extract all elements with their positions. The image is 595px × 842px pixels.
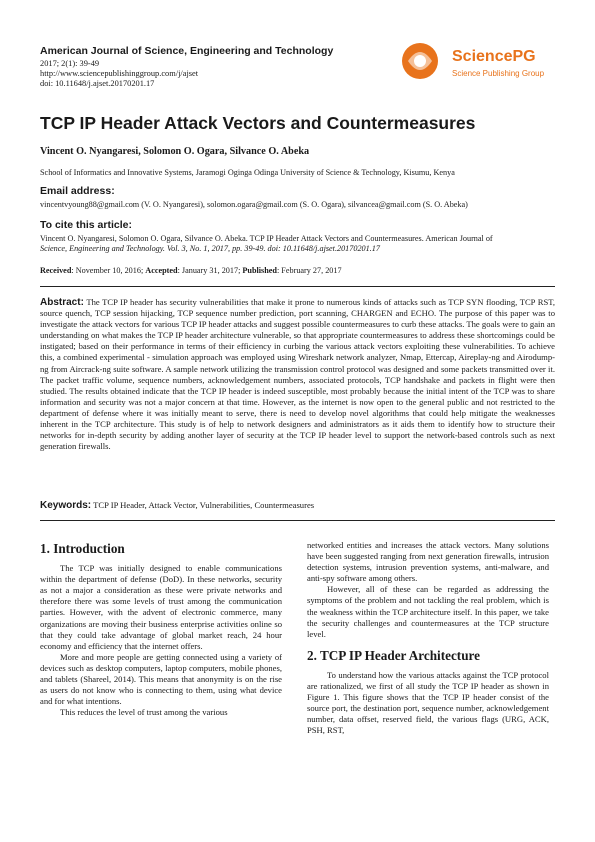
doi-line: doi: 10.11648/j.ajset.20170201.17 [40, 79, 155, 88]
logo-name: SciencePG [452, 48, 536, 65]
received-date: : November 10, 2016; [71, 266, 146, 275]
citation-line-2: Science, Engineering and Technology. Vol. 3, No. 1, 2017, pp. 39-49. doi: 10.11648/j.ajset.20170201.17 [40, 244, 380, 254]
section-2-title: 2. TCP IP Header Architecture [307, 647, 481, 663]
left-column [40, 543, 282, 718]
section-1-paragraph-1: The TCP was initially designed to enable communications within the department of defense (DoD). In these networks, security as not a major a consideration as these were private networks and therefore there was some levels of trust among the communication parties. However, with the advent of electronic commerce, many organizations are moving their business enterprise activities online so that they could take advantage of global market reach, 24 hour economy and efficiency that the internet offers. [40, 563, 282, 651]
divider-top [40, 286, 555, 287]
keywords-text: TCP IP Header, Attack Vector, Vulnerabilities, Countermeasures [93, 500, 315, 510]
section-2-paragraph-1: To understand how the various attacks against the TCP protocol are rationalized, we first of all study the TCP IP header as shown in Figure 1. This figure shows that the TCP IP header consist of the source port, the destination port, sequence number, acknowledgement number, data offset, reserved field, the various flags (URG, ACK, PSH, RST, [307, 669, 549, 736]
citation [40, 234, 556, 255]
keywords-label: Keywords: [40, 500, 92, 511]
journal-name: American Journal of Science, Engineering and Technology [40, 45, 334, 57]
publisher-logo [396, 37, 568, 97]
received-label: Received [40, 266, 72, 275]
volume-line: 2017; 2(1): 39-49 [40, 59, 100, 68]
divider-bottom [40, 520, 555, 521]
keywords [40, 500, 555, 511]
accepted-date: : January 31, 2017; [177, 266, 243, 275]
logo-subtitle: Science Publishing Group [452, 69, 545, 78]
email-list: vincentvyoung88@gmail.com (V. O. Nyangaresi), solomon.ogara@gmail.com (S. O. Ogara), silvancea@gmail.com (S. O. Abeka) [40, 200, 468, 209]
affiliation: School of Informatics and Innovative Systems, Jaramogi Oginga Odinga University of Science & Technology, Kisumu, Kenya [40, 168, 455, 177]
right-column [307, 540, 549, 737]
section-1-paragraph-2: More and more people are getting connected using a variety of devices such as desktop computers, laptop computers, mobile phones, and tablets (Shareel, 2014). This means that anonymity is on the rise as users do not know who is connecting to them, using what device and for what intentions. [40, 651, 282, 707]
accepted-label: Accepted [145, 266, 178, 275]
published-date: : February 27, 2017 [276, 266, 342, 275]
article-title: TCP IP Header Attack Vectors and Countermeasures [40, 113, 476, 133]
published-label: Published [242, 266, 277, 275]
journal-url[interactable]: http://www.sciencepublishinggroup.com/j/ajset [40, 69, 199, 78]
section-1-paragraph-3: This reduces the level of trust among the various [60, 707, 228, 718]
email-heading: Email address: [40, 185, 115, 197]
abstract-text: The TCP IP header has security vulnerabilities that make it prone to numerous kinds of attacks such as TCP SYN flooding, TCP RST, source quench, TCP session hijacking, TCP sequence number prediction, port scanning, CHARGEN and ECHO. The purpose of this paper was to investigate the attack vectors for various TCP IP header attacks and suggest possible countermeasures to curb these attacks. The goals were to gain an understanding on what makes the TCP IP header architecture vulnerable, so that appropriate countermeasures to address these shortcomings could be instigated; based on their performance in terms of their efficiency in curbing the various attack vectors exploiting these vulnerabilities. To achieve this, a combined experimental - simulation approach was employed using Wireshark network analyzer, Nmap, Ettercap, Aireplay-ng and Airodump-ng from Aircrack-ng suite software. A sample network utilizing the transmission control protocol was designed and some packets transmitted over it. The packet traffic volume, sequence numbers, acknowledgement numbers, associated protocols, TCP handshake and packets in flight were then studied. The results obtained indicate that the TCP IP header is indeed susceptible, most probably because the initial intent of the TCP was to share information and security was not a major concern at that time. However, as the internet is now open to the general public and not restricted to the department of defense where it was initially meant to serve, there is need to develop novel algorithms that could help mitigate the weaknesses inherent in the TCP architecture. This study is of help to network designers and administrators as it aids them to identify how to structure their networks for in-depth security by adding another layer of security at the TCP IP header level to support the network-based controls such as next generation firewalls. [40, 297, 555, 452]
abstract-label: Abstract: [40, 297, 84, 308]
abstract [40, 297, 555, 452]
citation-line-1: Vincent O. Nyangaresi, Solomon O. Ogara, Silvance O. Abeka. TCP IP Header Attack Vectors and Countermeasures. American Journal of [40, 234, 493, 243]
authors: Vincent O. Nyangaresi, Solomon O. Ogara, Silvance O. Abeka [40, 146, 310, 157]
dates [40, 266, 342, 275]
section-1-title: 1. Introduction [40, 541, 125, 556]
column-2-paragraph-1: networked entities and increases the attack vectors. Many solutions have been suggested ranging from next generation firewalls, intrusion detection systems, intrusion prevention systems, anti-malware, and anti-spy software among others. [307, 540, 549, 584]
cite-heading: To cite this article: [40, 219, 132, 231]
column-2-paragraph-2: However, all of these can be regarded as addressing the symptoms of the problem and not tackling the real problem, which is the weakness within the TCP architecture itself. In this paper, we take the security challenges and countermeasures at the TCP structure level. [307, 584, 549, 639]
